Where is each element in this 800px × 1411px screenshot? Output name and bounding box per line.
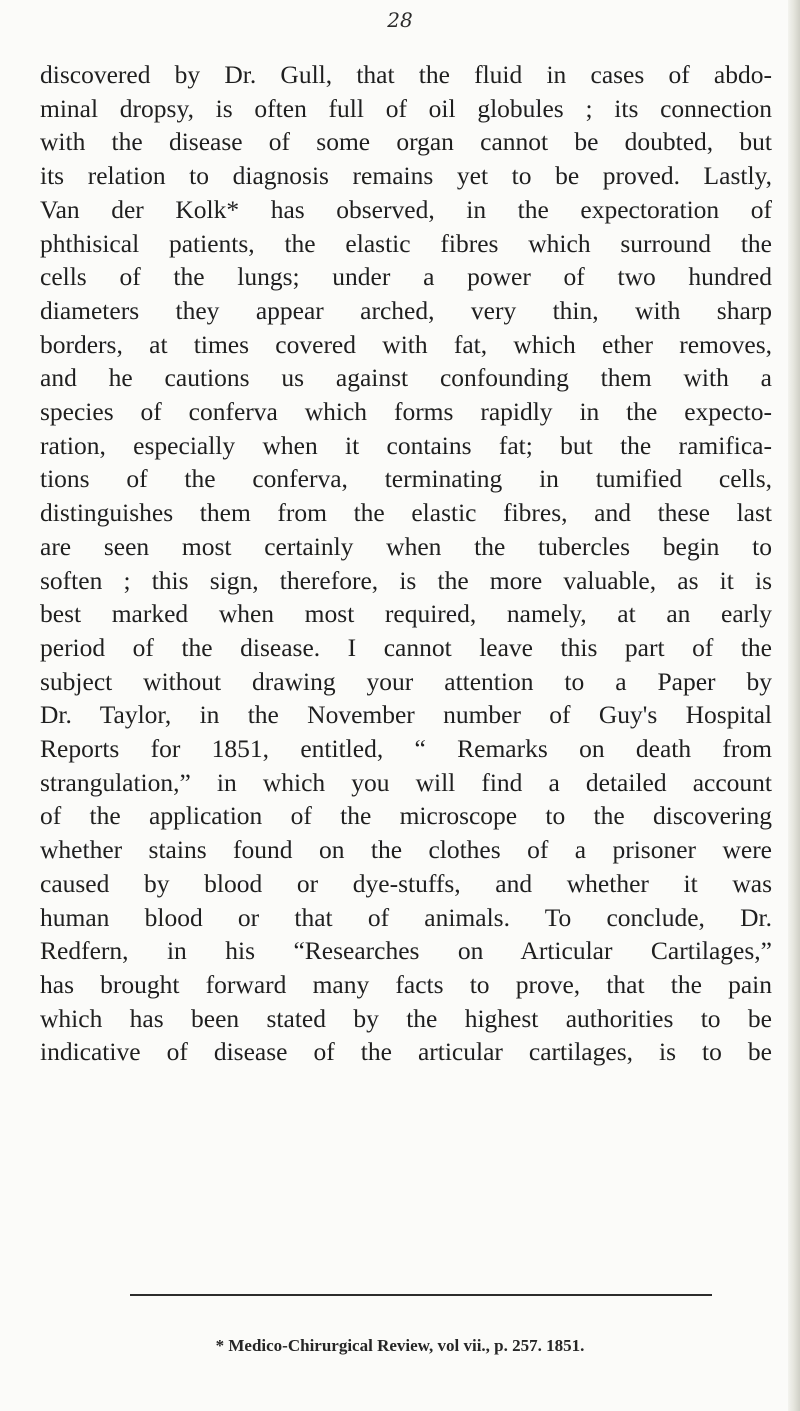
text-line: best marked when most required, namely, at an early [40,599,772,629]
text-line: with the disease of some organ cannot be doubted, but [40,127,772,157]
text-line: Van der Kolk* has observed, in the expectoration of [40,194,772,224]
text-line: are seen most certainly when the tubercles begin to [40,531,772,561]
text-line: and he cautions us against confounding them with a [40,363,772,393]
text-line: minal dropsy, is often full of oil globules ; its connection [40,93,772,123]
text-line: distinguishes them from the elastic fibres, and these last [40,498,772,528]
text-line: soften ; this sign, therefore, is the more valuable, as it is [40,565,772,595]
text-line: borders, at times covered with fat, which ether removes, [40,329,772,359]
text-line: human blood or that of animals. To conclude, Dr. [40,902,772,932]
text-line: Reports for 1851, entitled, “ Remarks on death from [40,734,772,764]
page-edge [788,0,800,1411]
text-line: diameters they appear arched, very thin, with sharp [40,295,772,325]
text-line: tions of the conferva, terminating in tumified cells, [40,464,772,494]
text-line: cells of the lungs; under a power of two hundred [40,262,772,292]
text-line: strangulation,” in which you will find a detailed account [40,767,772,797]
text-line: caused by blood or dye-stuffs, and whether it was [40,868,772,898]
text-line: species of conferva which forms rapidly in the expecto- [40,397,772,427]
text-line: indicative of disease of the articular cartilages, is to be [40,1037,772,1067]
footnote-rule [130,1294,712,1296]
text-line: of the application of the microscope to the discovering [40,801,772,831]
text-line: which has been stated by the highest authorities to be [40,1003,772,1033]
footnote: * Medico-Chirurgical Review, vol vii., p. 257. 1851. [215,1336,585,1355]
text-line: Dr. Taylor, in the November number of Guy's Hospital [40,700,772,730]
body-text [40,58,772,1069]
text-line: its relation to diagnosis remains yet to be proved. Lastly, [40,161,772,191]
text-line: phthisical patients, the elastic fibres which surround the [40,228,772,258]
text-line: has brought forward many facts to prove, that the pain [40,969,772,999]
text-line: subject without drawing your attention to a Paper by [40,666,772,696]
text-line: whether stains found on the clothes of a prisoner were [40,835,772,865]
page-number: 28 [387,8,413,32]
text-line: discovered by Dr. Gull, that the fluid in cases of abdo- [40,60,772,89]
text-line: ration, especially when it contains fat; but the ramifica- [40,430,772,460]
text-line: Redfern, in his “Researches on Articular Cartilages,” [40,936,772,966]
text-line: period of the disease. I cannot leave this part of the [40,632,772,662]
